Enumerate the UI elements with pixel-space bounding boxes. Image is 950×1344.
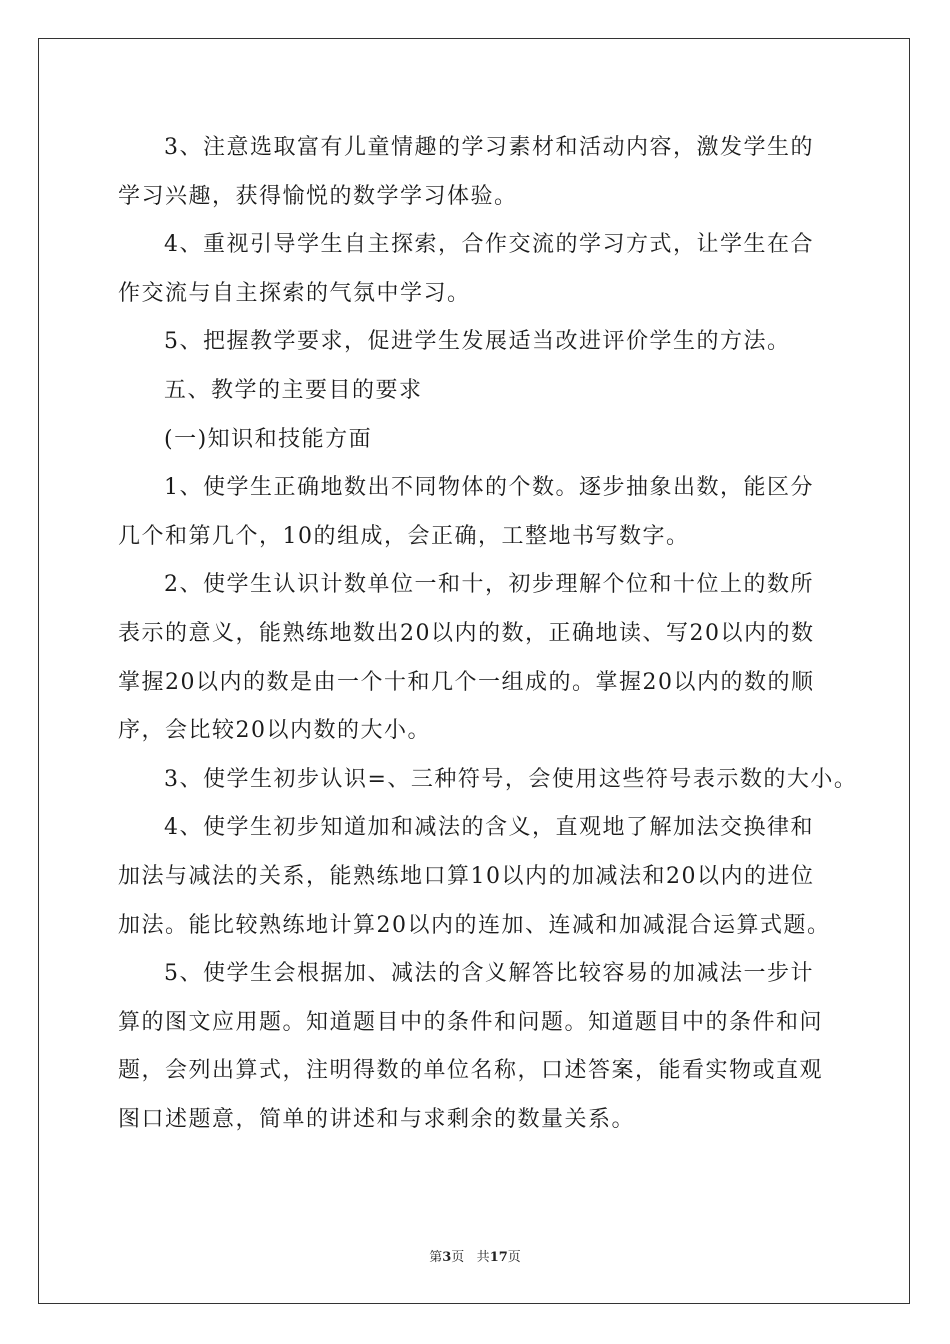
footer-total-suffix: 页 — [507, 1250, 521, 1265]
text-line: 3、注意选取富有儿童情趣的学习素材和活动内容，激发学生的 — [164, 135, 814, 160]
text-line: 加法与减法的关系，能熟练地口算10以内的加减法和20以内的进位 — [118, 863, 815, 889]
page-footer — [0, 1246, 950, 1265]
text-line: (一)知识和技能方面 — [164, 426, 373, 452]
text-line: 题，会列出算式，注明得数的单位名称，口述答案，能看实物或直观 — [118, 1058, 824, 1084]
text-line: 2、使学生认识计数单位一和十，初步理解个位和十位上的数所 — [164, 572, 814, 598]
text-line: 1、使学生正确地数出不同物体的个数。逐步抽象出数，能区分 — [164, 475, 814, 501]
text-line: 学习兴趣，获得愉悦的数学学习体验。 — [118, 183, 518, 209]
footer-total-pages: 17 — [489, 1250, 508, 1265]
footer-page-prefix: 第 — [429, 1250, 443, 1265]
footer-total-prefix: 共 — [476, 1250, 490, 1265]
text-line: 序，会比较20以内数的大小。 — [118, 718, 431, 744]
text-line: 4、使学生初步知道加和减法的含义，直观地了解加法交换律和 — [164, 815, 814, 841]
text-line: 加法。能比较熟练地计算20以内的连加、连减和加减混合运算式题。 — [118, 912, 831, 938]
text-line: 表示的意义，能熟练地数出20以内的数，正确地读、写20以内的数 — [118, 620, 815, 646]
text-line: 掌握20以内的数是由一个十和几个一组成的。掌握20以内的数的顺 — [118, 669, 815, 695]
document-body — [118, 124, 858, 1144]
footer-page-number: 3 — [442, 1250, 452, 1265]
text-line: 5、使学生会根据加、减法的含义解答比较容易的加减法一步计 — [164, 961, 814, 987]
footer-page-suffix: 页 — [451, 1250, 465, 1265]
text-line: 五、教学的主要目的要求 — [164, 377, 423, 403]
text-line: 5、把握教学要求，促进学生发展适当改进评价学生的方法。 — [164, 329, 791, 355]
text-line: 4、重视引导学生自主探索，合作交流的学习方式，让学生在合 — [164, 232, 814, 258]
text-line: 几个和第几个，10的组成，会正确，工整地书写数字。 — [118, 523, 690, 549]
text-line: 算的图文应用题。知道题目中的条件和问题。知道题目中的条件和问 — [118, 1009, 824, 1035]
text-line: 图口述题意，简单的讲述和与求剩余的数量关系。 — [118, 1106, 636, 1132]
text-line: 作交流与自主探索的气氛中学习。 — [118, 280, 471, 306]
text-line: 3、使学生初步认识=、三种符号，会使用这些符号表示数的大小。 — [164, 766, 858, 792]
